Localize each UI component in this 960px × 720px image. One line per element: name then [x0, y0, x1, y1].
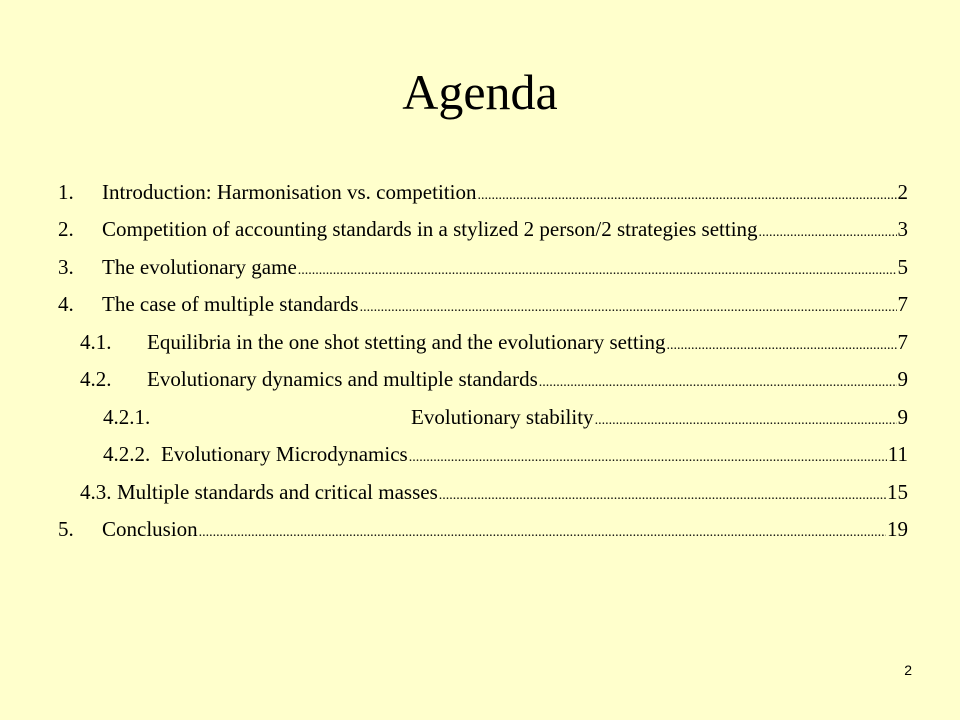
- toc-entry-number: 4.2.2.: [103, 442, 151, 466]
- toc-entry-number: 3.: [58, 255, 74, 279]
- toc-entry-text: Competition of accounting standards in a stylized 2 person/2 strategies setting: [102, 217, 758, 241]
- toc-entry-page: 11: [887, 442, 908, 466]
- toc-entry-number: 2.: [58, 217, 74, 241]
- slide-title: Agenda: [402, 64, 558, 120]
- toc-leader-dots: [759, 215, 897, 251]
- toc-entry-text: The case of multiple standards: [102, 292, 359, 316]
- toc-entry-number: 4.3.: [80, 480, 112, 504]
- toc-entry-text: Introduction: Harmonisation vs. competition: [102, 180, 477, 204]
- toc-entry-page: 15: [887, 480, 908, 504]
- toc-entry: [103, 399, 908, 435]
- toc-entry-page: 5: [897, 255, 908, 279]
- toc-leader-dots: [298, 253, 897, 289]
- toc-entry-page: 9: [897, 405, 908, 429]
- toc-entry-text: Conclusion: [102, 517, 198, 541]
- toc-entry-number: 4.1.: [80, 330, 112, 354]
- toc-entry-page: 2: [897, 180, 908, 204]
- toc-entry-page: 7: [897, 292, 908, 316]
- toc-entry-text: Equilibria in the one shot stetting and the evolutionary setting: [147, 330, 666, 354]
- toc-entry: [80, 474, 908, 510]
- toc-leader-dots: [539, 365, 897, 401]
- toc-entry-page: 7: [897, 330, 908, 354]
- toc-entry-text: Evolutionary stability: [411, 405, 594, 429]
- toc-entry-text: The evolutionary game: [102, 255, 297, 279]
- toc-entry-text: Evolutionary Microdynamics: [161, 442, 408, 466]
- toc-entry-page: 19: [887, 517, 908, 541]
- toc-entry-number: 4.2.: [80, 367, 112, 391]
- toc-entry: [58, 174, 908, 210]
- toc-entry-text: Evolutionary dynamics and multiple standards: [147, 367, 538, 391]
- toc-entry-page: 9: [897, 367, 908, 391]
- toc-leader-dots: [667, 328, 897, 364]
- toc-entry: [58, 511, 908, 547]
- toc-leader-dots: [199, 515, 886, 551]
- toc-entry-page: 3: [897, 217, 908, 241]
- toc-entry: [80, 324, 908, 360]
- toc-entry: [58, 211, 908, 247]
- slide-number: 2: [904, 662, 912, 678]
- toc-entry-number: 5.: [58, 517, 74, 541]
- toc-entry-number: 4.2.1.: [103, 405, 151, 429]
- toc-entry: [58, 249, 908, 285]
- toc-entry-number: 4.: [58, 292, 74, 316]
- toc-entry: [58, 286, 908, 322]
- toc-entry-number: 1.: [58, 180, 74, 204]
- toc-entry: [80, 361, 908, 397]
- toc-entry: [103, 436, 908, 472]
- toc-leader-dots: [477, 178, 896, 214]
- toc-leader-dots: [409, 440, 887, 476]
- toc-entry-text: Multiple standards and critical masses: [117, 480, 438, 504]
- toc-leader-dots: [360, 290, 897, 326]
- toc-leader-dots: [439, 478, 886, 514]
- toc-leader-dots: [595, 403, 897, 439]
